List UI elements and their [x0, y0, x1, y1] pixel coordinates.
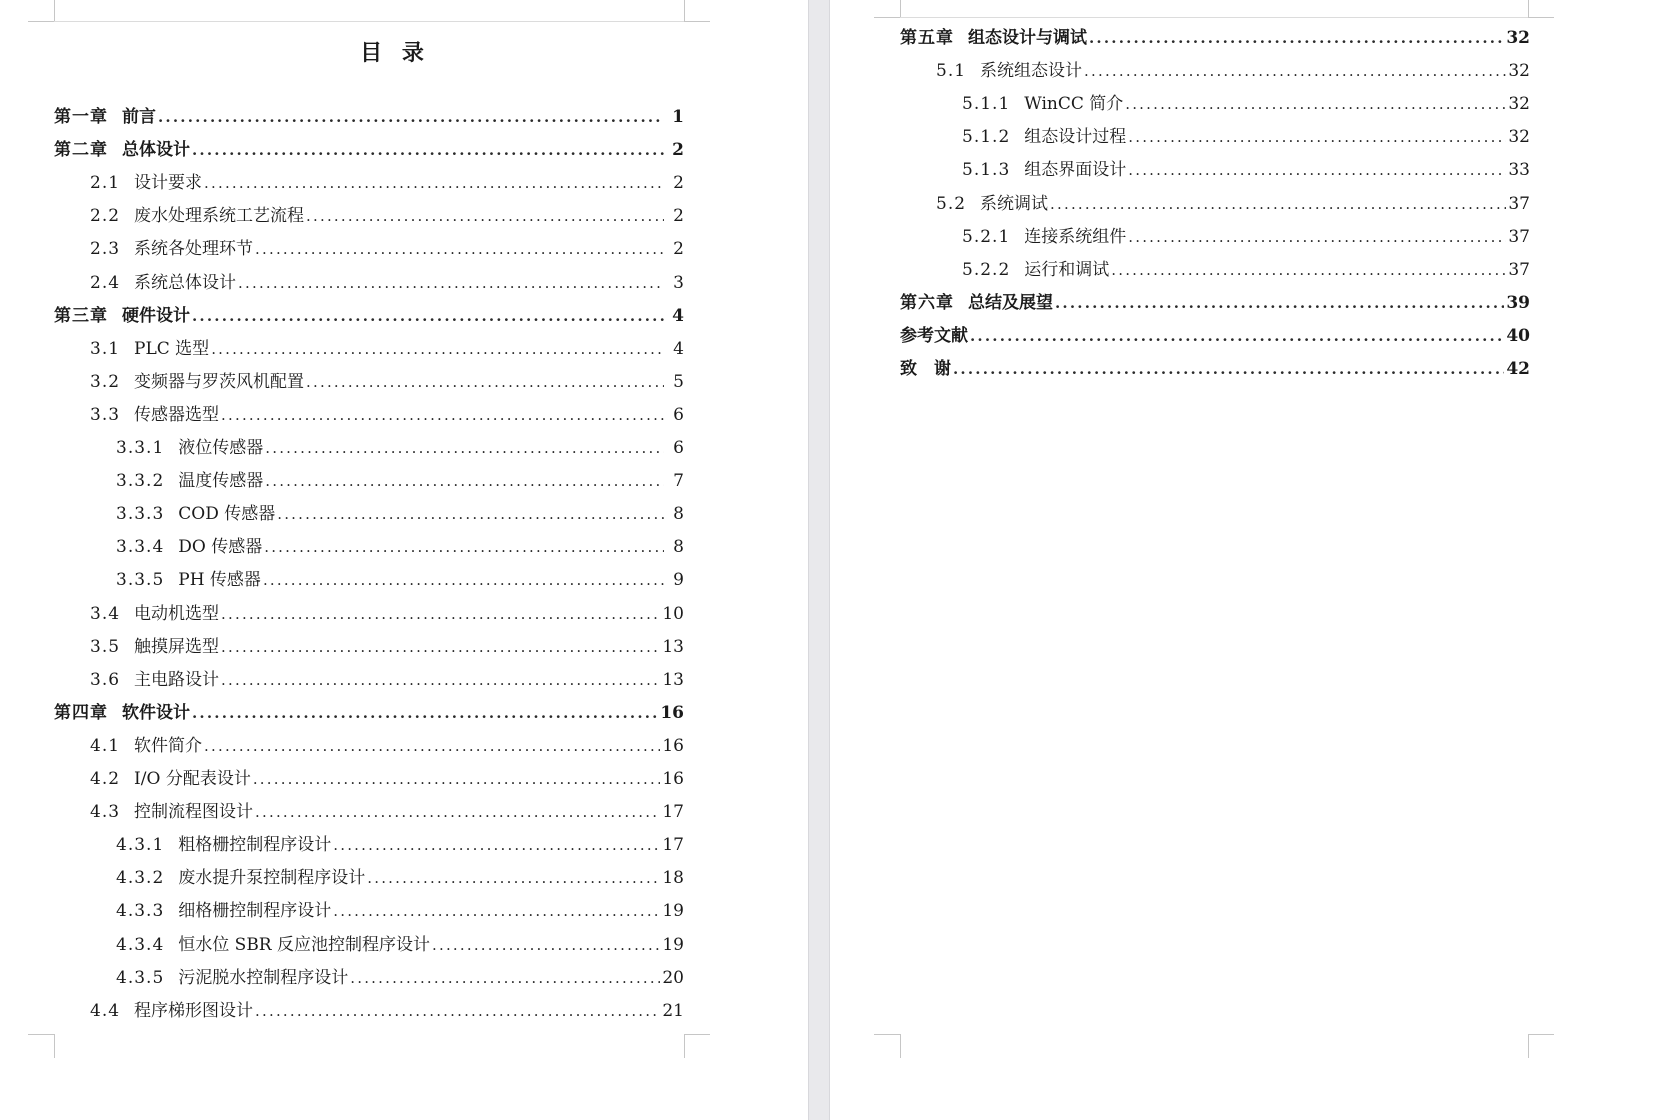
toc-dot-leader — [192, 303, 664, 329]
toc-page-number: 6 — [673, 404, 684, 425]
toc-entry-title: 总结及展望 — [968, 292, 1053, 313]
toc-page-number: 2 — [673, 173, 684, 194]
crop-mark — [874, 1034, 901, 1035]
toc-dot-leader — [255, 799, 660, 825]
toc-entry-number: 3.1 — [90, 338, 121, 359]
toc-dot-leader — [204, 170, 664, 196]
toc-entry-title: 前言 — [122, 107, 156, 127]
toc-entry-number: 5.1.2 — [962, 127, 1011, 148]
toc-entry-number: 4.3.2 — [116, 868, 165, 889]
toc-page-number: 17 — [662, 802, 684, 823]
toc-entry[interactable] — [900, 25, 1530, 51]
toc-entry-number: 3.3.5 — [116, 570, 165, 591]
toc-page-number: 39 — [1506, 292, 1530, 313]
toc-entry[interactable] — [962, 157, 1530, 183]
toc-dot-leader — [221, 667, 660, 693]
toc-entry[interactable] — [962, 124, 1530, 150]
toc-entry[interactable] — [90, 799, 684, 825]
toc-page-number: 13 — [662, 636, 684, 657]
toc-page-number: 4 — [673, 338, 684, 359]
page-gutter — [808, 0, 830, 1120]
toc-entry-number: 3.5 — [90, 636, 121, 657]
toc-entry[interactable] — [90, 998, 684, 1024]
toc-entry-title: I/O 分配表设计 — [134, 769, 251, 789]
toc-entry-number: 第六章 — [900, 292, 954, 313]
toc-entry-title: 致 谢 — [900, 359, 951, 379]
toc-entry[interactable] — [90, 634, 684, 660]
toc-entry-number: 4.3 — [90, 802, 121, 823]
toc-entry-title: 组态设计过程 — [1024, 127, 1127, 148]
toc-dot-leader — [253, 766, 661, 792]
toc-page-number: 6 — [673, 438, 684, 458]
toc-entry-title: DO 传感器 — [178, 537, 263, 558]
toc-dot-leader — [306, 203, 664, 229]
toc-page-number: 9 — [673, 570, 684, 591]
toc-page-number: 19 — [662, 934, 684, 955]
toc-dot-leader — [204, 733, 660, 759]
toc-dot-leader — [1084, 58, 1506, 84]
toc-entry-title: 变频器与罗茨风机配置 — [134, 371, 305, 392]
toc-entry[interactable] — [936, 58, 1530, 84]
toc-entry-number: 第五章 — [900, 28, 954, 48]
toc-entry-number: 4.1 — [90, 735, 121, 756]
crop-mark — [684, 1034, 710, 1035]
toc-page-number: 5 — [673, 371, 684, 392]
crop-mark — [28, 1034, 55, 1035]
toc-dot-leader — [221, 402, 664, 428]
toc-entry-number: 2.1 — [90, 173, 121, 194]
toc-title: 目 录 — [360, 40, 430, 66]
left-page — [0, 0, 808, 1120]
toc-page-number: 13 — [662, 669, 684, 690]
crop-mark — [900, 0, 901, 18]
crop-mark — [1528, 0, 1529, 18]
toc-entry[interactable] — [90, 270, 684, 296]
toc-page-number: 32 — [1508, 127, 1530, 148]
toc-entry[interactable] — [116, 832, 684, 858]
toc-entry-title: 总体设计 — [122, 140, 190, 161]
toc-entry[interactable] — [116, 534, 684, 560]
crop-mark — [1528, 1034, 1554, 1035]
toc-dot-leader — [1050, 191, 1506, 217]
toc-page-number: 2 — [673, 206, 684, 227]
toc-entry-number: 2.2 — [90, 206, 121, 227]
toc-page-number: 37 — [1508, 193, 1530, 214]
toc-page-number: 16 — [662, 769, 684, 789]
toc-entry-title: 软件设计 — [122, 702, 190, 723]
toc-entry[interactable] — [116, 435, 684, 461]
toc-dot-leader — [333, 832, 660, 858]
toc-entry[interactable] — [54, 137, 684, 163]
toc-entry-number: 3.3 — [90, 404, 121, 425]
toc-entry-number: 第二章 — [54, 140, 108, 161]
toc-entry-number: 4.3.3 — [116, 901, 165, 922]
toc-entry-number: 第四章 — [54, 702, 108, 723]
crop-mark — [874, 17, 901, 18]
toc-entry-title: 运行和调试 — [1024, 259, 1110, 280]
toc-entry-number: 第一章 — [54, 107, 108, 127]
toc-entry[interactable] — [116, 567, 684, 593]
toc-entry[interactable] — [90, 402, 684, 428]
toc-entry-title: 硬件设计 — [122, 305, 190, 326]
toc-dot-leader — [221, 634, 660, 660]
toc-page-number: 37 — [1508, 226, 1530, 247]
toc-page-number: 42 — [1506, 359, 1530, 379]
toc-entry-title: 组态设计与调试 — [968, 28, 1087, 48]
toc-entry-number: 5.2.2 — [962, 259, 1011, 280]
toc-entry[interactable] — [936, 191, 1530, 217]
page-top-border — [54, 21, 684, 22]
toc-entry[interactable] — [900, 290, 1530, 316]
toc-entry-title: 电动机选型 — [134, 603, 220, 624]
toc-entry-title: 参考文献 — [900, 325, 968, 346]
toc-page-number: 2 — [672, 140, 684, 161]
toc-entry[interactable] — [962, 224, 1530, 250]
toc-page-number: 4 — [672, 305, 684, 326]
right-page — [830, 0, 1658, 1120]
crop-mark — [1528, 17, 1554, 18]
toc-entry-title: 污泥脱水控制程序设计 — [178, 967, 349, 988]
toc-entry[interactable] — [54, 104, 684, 130]
toc-page-number: 37 — [1508, 259, 1530, 280]
toc-entry-number: 第三章 — [54, 305, 108, 326]
toc-entry[interactable] — [900, 356, 1530, 382]
toc-dot-leader — [1128, 124, 1506, 150]
toc-entry-title: PH 传感器 — [178, 570, 261, 591]
toc-dot-leader — [277, 501, 664, 527]
toc-entry-title: 控制流程图设计 — [134, 802, 254, 823]
toc-entry-number: 5.1.3 — [962, 160, 1011, 181]
toc-dot-leader — [1128, 224, 1506, 250]
toc-entry-title: 温度传感器 — [178, 471, 264, 492]
toc-page-number: 21 — [662, 1000, 684, 1021]
crop-mark — [1528, 1034, 1529, 1058]
toc-entry[interactable] — [90, 733, 684, 759]
toc-entry[interactable] — [116, 965, 684, 991]
toc-page-number: 10 — [662, 603, 684, 624]
toc-dot-leader — [192, 700, 658, 726]
toc-entry-number: 4.4 — [90, 1000, 121, 1021]
toc-entry[interactable] — [90, 236, 684, 262]
toc-entry-number: 4.3.5 — [116, 967, 165, 988]
crop-mark — [54, 0, 55, 22]
toc-entry[interactable] — [90, 601, 684, 627]
toc-page-number: 16 — [662, 735, 684, 756]
toc-entry-title: 系统总体设计 — [134, 272, 237, 293]
toc-page-number: 19 — [662, 901, 684, 922]
page-top-border — [900, 17, 1528, 18]
toc-entry-title: 组态界面设计 — [1024, 160, 1127, 181]
toc-entry-title: 液位传感器 — [178, 438, 264, 458]
toc-entry-title: 设计要求 — [134, 173, 203, 194]
toc-entry-number: 3.3.3 — [116, 504, 165, 525]
toc-entry[interactable] — [90, 766, 684, 792]
toc-entry-number: 5.1 — [936, 61, 967, 82]
toc-dot-leader — [158, 104, 664, 130]
toc-page-number: 8 — [673, 504, 684, 525]
toc-dot-leader — [263, 567, 664, 593]
toc-page-number: 32 — [1508, 61, 1530, 82]
toc-entry-title: PLC 选型 — [134, 338, 210, 359]
toc-dot-leader — [264, 534, 664, 560]
crop-mark — [684, 21, 710, 22]
toc-dot-leader — [1055, 290, 1504, 316]
toc-entry[interactable] — [116, 501, 684, 527]
toc-entry-number: 3.3.4 — [116, 537, 165, 558]
toc-entry[interactable] — [900, 323, 1530, 349]
toc-dot-leader — [265, 468, 664, 494]
toc-page-number: 17 — [662, 835, 684, 856]
toc-entry-number: 2.4 — [90, 272, 121, 293]
toc-dot-leader — [333, 898, 660, 924]
toc-entry-title: 细格栅控制程序设计 — [178, 901, 332, 922]
toc-entry-title: 废水提升泵控制程序设计 — [178, 868, 366, 889]
crop-mark — [684, 0, 685, 22]
toc-entry-number: 3.3.2 — [116, 471, 165, 492]
toc-entry-title: 触摸屏选型 — [134, 636, 220, 657]
toc-dot-leader — [265, 435, 664, 461]
toc-entry[interactable] — [54, 303, 684, 329]
toc-dot-leader — [306, 369, 664, 395]
toc-entry-title: 粗格栅控制程序设计 — [178, 835, 332, 856]
toc-entry-number: 4.3.1 — [116, 835, 165, 856]
toc-entry-title: WinCC 简介 — [1024, 94, 1124, 115]
toc-entry-number: 5.2 — [936, 193, 967, 214]
toc-entry-title: 系统各处理环节 — [134, 239, 254, 260]
toc-dot-leader — [1089, 25, 1504, 51]
toc-entry[interactable] — [116, 468, 684, 494]
toc-entry-title: 废水处理系统工艺流程 — [134, 206, 305, 227]
toc-entry-number: 2.3 — [90, 239, 121, 260]
toc-dot-leader — [367, 865, 660, 891]
toc-entry-number: 5.2.1 — [962, 226, 1011, 247]
toc-dot-leader — [970, 323, 1504, 349]
toc-entry-title: 系统组态设计 — [980, 61, 1083, 82]
toc-page-number: 32 — [1508, 94, 1530, 115]
toc-page-number: 7 — [673, 471, 684, 492]
toc-entry-number: 4.3.4 — [116, 934, 165, 955]
toc-page-number: 40 — [1506, 325, 1530, 346]
toc-entry-title: 主电路设计 — [134, 669, 220, 690]
toc-entry[interactable] — [90, 203, 684, 229]
toc-entry[interactable] — [90, 170, 684, 196]
toc-dot-leader — [1128, 157, 1506, 183]
toc-dot-leader — [221, 601, 660, 627]
toc-dot-leader — [432, 932, 660, 958]
toc-page-number: 16 — [660, 702, 684, 723]
toc-page-number: 32 — [1506, 28, 1530, 48]
toc-dot-leader — [211, 336, 664, 362]
crop-mark — [684, 1034, 685, 1058]
toc-dot-leader — [255, 236, 664, 262]
toc-page-number: 33 — [1508, 160, 1530, 181]
toc-entry-title: 程序梯形图设计 — [134, 1000, 254, 1021]
toc-dot-leader — [192, 137, 664, 163]
toc-page-number: 8 — [673, 537, 684, 558]
toc-entry[interactable] — [116, 898, 684, 924]
toc-entry-number: 3.2 — [90, 371, 121, 392]
toc-entry-number: 5.1.1 — [962, 94, 1011, 115]
crop-mark — [28, 21, 55, 22]
toc-entry-title: 恒水位 SBR 反应池控制程序设计 — [178, 934, 431, 955]
toc-page-number: 20 — [662, 967, 684, 988]
toc-entry[interactable] — [962, 257, 1530, 283]
toc-entry-title: 系统调试 — [980, 193, 1049, 214]
toc-entry[interactable] — [90, 369, 684, 395]
toc-entry-title: 传感器选型 — [134, 404, 220, 425]
toc-entry[interactable] — [54, 700, 684, 726]
toc-dot-leader — [1111, 257, 1506, 283]
crop-mark — [900, 1034, 901, 1058]
toc-entry[interactable] — [116, 865, 684, 891]
toc-dot-leader — [238, 270, 664, 296]
toc-entry[interactable] — [116, 932, 684, 958]
crop-mark — [54, 1034, 55, 1058]
toc-entry[interactable] — [962, 91, 1530, 117]
toc-page-number: 3 — [673, 272, 684, 293]
toc-page-number: 2 — [673, 239, 684, 260]
toc-dot-leader — [953, 356, 1504, 382]
toc-entry-title: COD 传感器 — [178, 504, 276, 525]
toc-dot-leader — [255, 998, 660, 1024]
toc-page-number: 1 — [672, 107, 684, 127]
toc-entry[interactable] — [90, 667, 684, 693]
toc-entry[interactable] — [90, 336, 684, 362]
toc-entry-number: 3.6 — [90, 669, 121, 690]
toc-entry-number: 4.2 — [90, 769, 121, 789]
toc-dot-leader — [350, 965, 660, 991]
toc-entry-title: 连接系统组件 — [1024, 226, 1127, 247]
toc-page-number: 18 — [662, 868, 684, 889]
toc-entry-number: 3.4 — [90, 603, 121, 624]
toc-entry-title: 软件简介 — [134, 735, 203, 756]
toc-dot-leader — [1125, 91, 1506, 117]
toc-entry-number: 3.3.1 — [116, 438, 165, 458]
